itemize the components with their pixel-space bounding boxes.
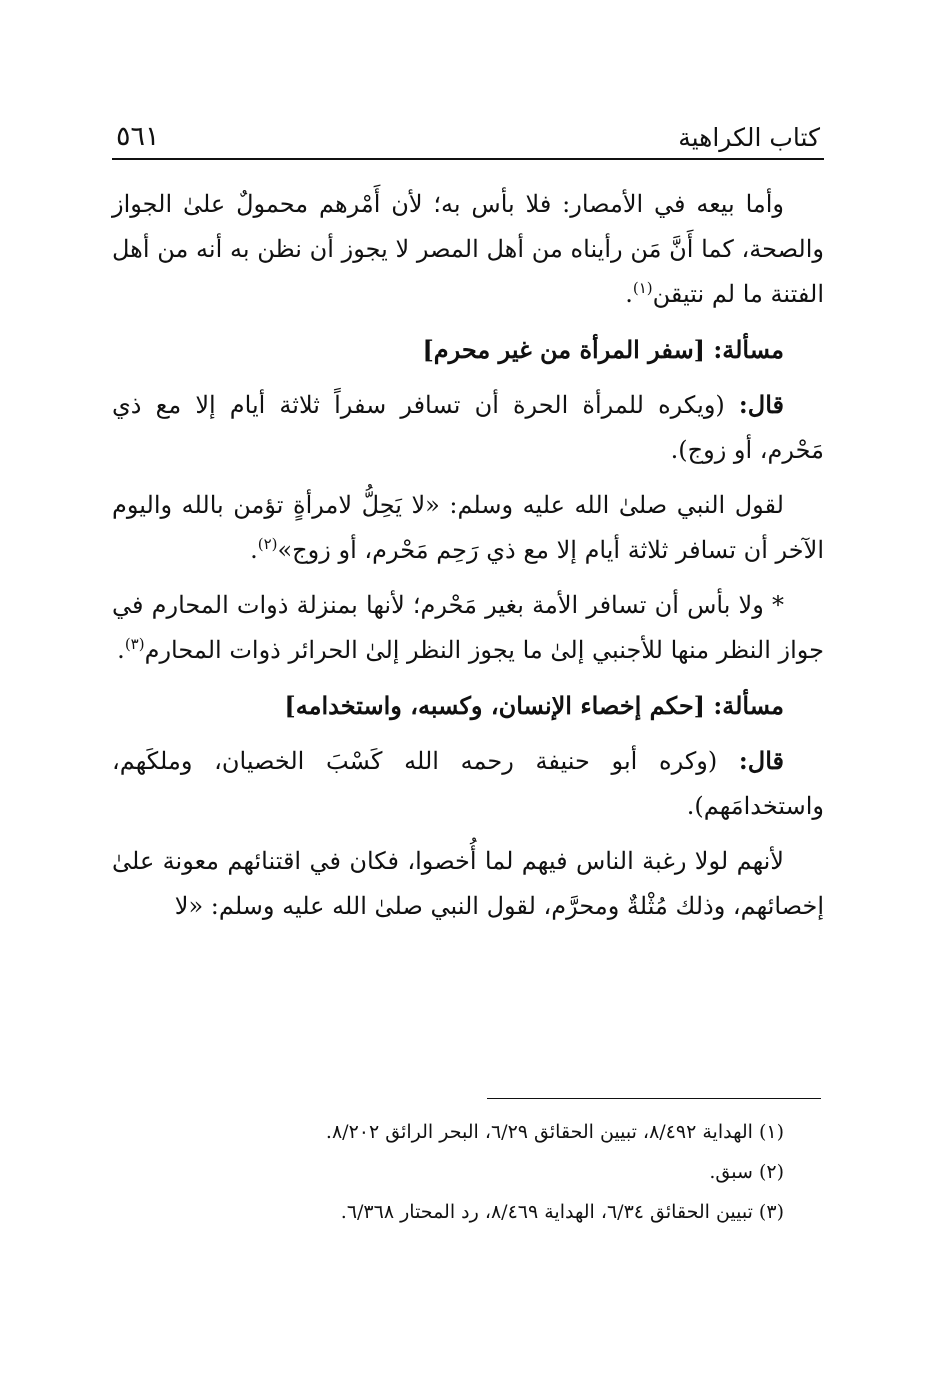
footnote-divider [487, 1098, 821, 1099]
footnote-ref: (١) [632, 279, 653, 297]
running-header [112, 108, 824, 160]
section-heading: مسألة: [حكم إخصاء الإنسان، وكسبه، واستخدامه] [284, 691, 784, 720]
paragraph [112, 839, 824, 929]
main-text [112, 182, 824, 929]
section-heading: مسألة: [سفر المرأة من غير محرم] [422, 335, 784, 364]
page [112, 108, 824, 939]
qal-label: قال: [738, 390, 784, 419]
paragraph [112, 483, 824, 573]
page-number: ٥٦١ [116, 121, 160, 152]
footnote: (٣) تبيين الحقائق ٦/٣٤، الهداية ٨/٤٦٩، رد المحتار ٦/٣٦٨. [340, 1201, 784, 1223]
footnote: (١) الهداية ٨/٤٩٢، تبيين الحقائق ٦/٢٩، البحر الرائق ٨/٢٠٢. [325, 1121, 784, 1143]
footnote-ref: (٢) [257, 535, 278, 553]
paragraph-text: * ولا بأس أن تسافر الأمة بغير مَحْرم؛ لأنها بمنزلة ذوات المحارم في جواز النظر منها للأجنبي إلىٰ ما يجوز النظر إلىٰ الحرائر ذوات المحارم [112, 591, 824, 664]
footnote-ref: (٣) [124, 635, 145, 653]
footnotes [112, 1112, 784, 1232]
paragraph [112, 738, 824, 829]
paragraph-end: . [625, 280, 633, 308]
paragraph [112, 182, 824, 317]
paragraph [112, 382, 824, 473]
footnote: (٢) سبق. [709, 1161, 784, 1183]
book-title: كتاب الكراهية [678, 123, 820, 152]
paragraph-end: . [117, 636, 125, 664]
paragraph-text: لقول النبي صلىٰ الله عليه وسلم: «لا يَحِلُّ لامرأةٍ تؤمن بالله واليوم الآخر أن تسافر ثلاثة أيام إلا مع ذي رَحِم مَحْرم، أو زوج» [112, 491, 824, 564]
paragraph-end: . [250, 536, 258, 564]
paragraph-text: (ويكره للمرأة الحرة أن تسافر سفراً ثلاثة أيام إلا مع ذي مَحْرم، أو زوج). [112, 391, 824, 464]
paragraph-text: لأنهم لولا رغبة الناس فيهم لما أُخصوا، فكان في اقتنائهم معونة علىٰ إخصائهم، وذلك مُثْلةٌ ومحرَّم، لقول النبي صلىٰ الله عليه وسلم: «لا [112, 847, 824, 920]
paragraph-text: وأما بيعه في الأمصار: فلا بأس به؛ لأن أَمْرهم محمولٌ علىٰ الجواز والصحة، كما أَنَّ مَن رأيناه من أهل المصر لا يجوز أن نظن به أنه من أهل الفتنة ما لم نتيقن [112, 190, 824, 308]
paragraph-text: (وكره أبو حنيفة رحمه الله كَسْبَ الخصيان، وملكَهم، واستخدامَهم). [112, 747, 824, 820]
paragraph [112, 583, 824, 673]
qal-label: قال: [738, 746, 784, 775]
